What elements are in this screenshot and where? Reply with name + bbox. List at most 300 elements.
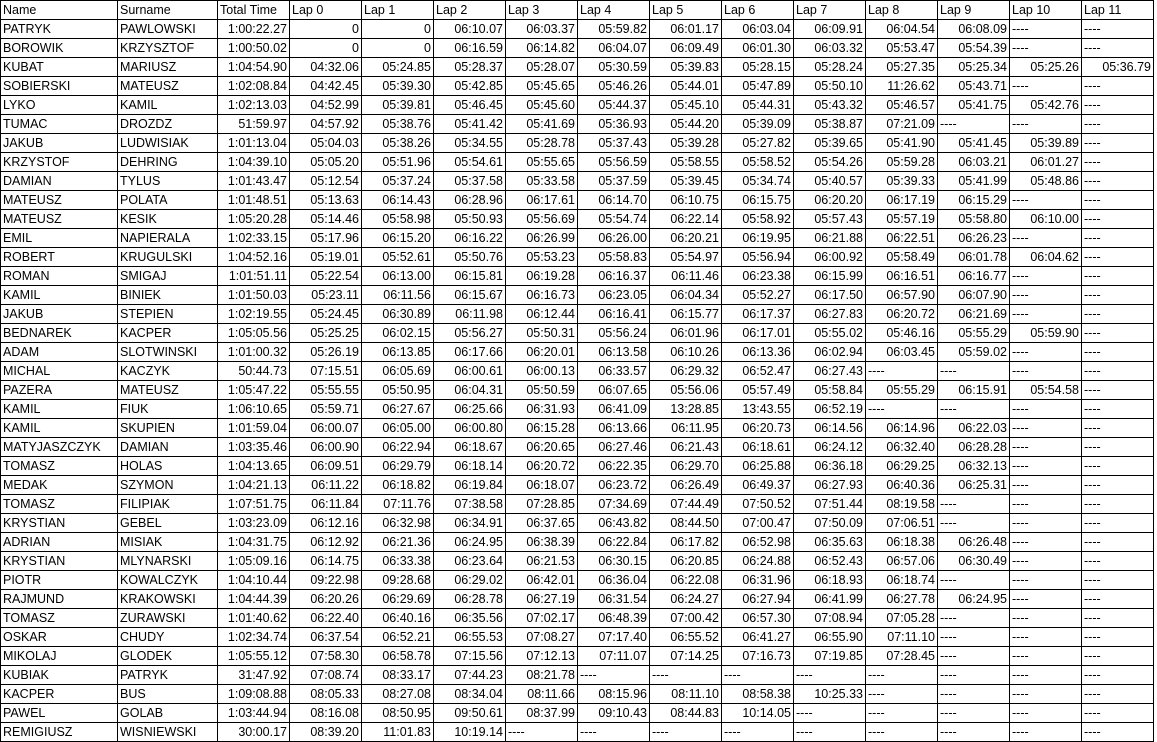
table-row xyxy=(1,39,1154,58)
lap-time-cell: 06:15.99 xyxy=(794,267,866,286)
lap-time-cell: 06:29.32 xyxy=(650,362,722,381)
lap-time-cell: 06:16.59 xyxy=(434,39,506,58)
lap-time-cell: 06:16.73 xyxy=(506,286,578,305)
lap-time-cell: ---- xyxy=(1010,685,1082,704)
lap-time-cell: 06:18.93 xyxy=(794,571,866,590)
lap-time-cell: ---- xyxy=(1082,172,1154,191)
lap-time-cell: 06:20.85 xyxy=(650,552,722,571)
lap-time-cell: 06:32.98 xyxy=(362,514,434,533)
surname-cell: MARIUSZ xyxy=(118,58,218,77)
lap-time-cell: 06:16.51 xyxy=(866,267,938,286)
lap-time-cell: 06:20.01 xyxy=(506,343,578,362)
lap-time-cell: ---- xyxy=(1082,400,1154,419)
lap-time-cell: 05:41.75 xyxy=(938,96,1010,115)
lap-time-cell: ---- xyxy=(1010,400,1082,419)
lap-time-cell: ---- xyxy=(938,666,1010,685)
lap-time-cell: ---- xyxy=(1082,39,1154,58)
table-row xyxy=(1,191,1154,210)
lap-time-cell: 05:59.28 xyxy=(866,153,938,172)
lap-time-cell: 09:22.98 xyxy=(290,571,362,590)
lap-time-cell: 06:25.66 xyxy=(434,400,506,419)
lap-time-cell: 05:44.20 xyxy=(650,115,722,134)
surname-cell: BINIEK xyxy=(118,286,218,305)
lap-time-cell: ---- xyxy=(794,723,866,742)
surname-cell: HOLAS xyxy=(118,457,218,476)
total-time-cell: 1:04:44.39 xyxy=(218,590,290,609)
surname-cell: DROZDZ xyxy=(118,115,218,134)
lap-time-cell: 06:27.67 xyxy=(362,400,434,419)
lap-time-cell: 05:28.07 xyxy=(506,58,578,77)
lap-time-cell: ---- xyxy=(1010,647,1082,666)
lap-time-cell: 04:57.92 xyxy=(290,115,362,134)
lap-time-cell: 05:04.03 xyxy=(290,134,362,153)
table-row xyxy=(1,666,1154,685)
lap-time-cell: 10:19.14 xyxy=(434,723,506,742)
lap-time-cell: 06:31.54 xyxy=(578,590,650,609)
lap-time-cell: 06:03.04 xyxy=(722,20,794,39)
lap-time-cell: ---- xyxy=(650,723,722,742)
table-row xyxy=(1,305,1154,324)
lap-time-cell: 08:15.96 xyxy=(578,685,650,704)
name-cell: MATEUSZ xyxy=(1,191,118,210)
table-row xyxy=(1,685,1154,704)
lap-time-cell: 06:12.44 xyxy=(506,305,578,324)
total-time-cell: 1:01:51.11 xyxy=(218,267,290,286)
lap-time-cell: 05:25.25 xyxy=(290,324,362,343)
lap-time-cell: 06:57.90 xyxy=(866,286,938,305)
lap-time-cell: 06:13.66 xyxy=(578,419,650,438)
lap-time-cell: 06:16.77 xyxy=(938,267,1010,286)
column-header: Name xyxy=(1,1,118,20)
surname-cell: SMIGAJ xyxy=(118,267,218,286)
lap-time-cell: 06:37.54 xyxy=(290,628,362,647)
lap-time-cell: 07:50.09 xyxy=(794,514,866,533)
lap-time-cell: 06:21.36 xyxy=(362,533,434,552)
table-row xyxy=(1,533,1154,552)
surname-cell: BUS xyxy=(118,685,218,704)
table-row xyxy=(1,419,1154,438)
lap-time-cell: ---- xyxy=(1082,134,1154,153)
lap-time-cell: ---- xyxy=(1082,590,1154,609)
lap-time-cell: 05:54.26 xyxy=(794,153,866,172)
total-time-cell: 1:06:10.65 xyxy=(218,400,290,419)
lap-time-cell: ---- xyxy=(938,400,1010,419)
table-row xyxy=(1,552,1154,571)
table-row xyxy=(1,20,1154,39)
lap-time-cell: ---- xyxy=(1010,305,1082,324)
total-time-cell: 1:00:50.02 xyxy=(218,39,290,58)
lap-time-cell: 06:01.17 xyxy=(650,20,722,39)
lap-time-cell: 05:55.65 xyxy=(506,153,578,172)
lap-time-cell: 06:24.95 xyxy=(434,533,506,552)
lap-time-cell: 06:10.75 xyxy=(650,191,722,210)
lap-time-cell: 08:34.04 xyxy=(434,685,506,704)
lap-time-cell: 07:08.74 xyxy=(290,666,362,685)
total-time-cell: 1:01:13.04 xyxy=(218,134,290,153)
lap-time-cell: 05:42.76 xyxy=(1010,96,1082,115)
lap-time-cell: 05:13.63 xyxy=(290,191,362,210)
total-time-cell: 1:04:10.44 xyxy=(218,571,290,590)
lap-time-cell: 05:46.45 xyxy=(434,96,506,115)
surname-cell: TYLUS xyxy=(118,172,218,191)
lap-time-cell: ---- xyxy=(1082,628,1154,647)
lap-time-cell: 07:14.25 xyxy=(650,647,722,666)
lap-time-cell: 06:22.14 xyxy=(650,210,722,229)
lap-time-cell: ---- xyxy=(1010,571,1082,590)
total-time-cell: 1:01:43.47 xyxy=(218,172,290,191)
lap-time-cell: 06:43.82 xyxy=(578,514,650,533)
lap-time-cell: 05:54.61 xyxy=(434,153,506,172)
table-row xyxy=(1,286,1154,305)
lap-time-cell: 05:56.94 xyxy=(722,248,794,267)
surname-cell: MATEUSZ xyxy=(118,77,218,96)
lap-time-cell: 06:27.46 xyxy=(578,438,650,457)
surname-cell: KAMIL xyxy=(118,96,218,115)
lap-time-cell: 06:26.99 xyxy=(506,229,578,248)
lap-time-cell: ---- xyxy=(1082,153,1154,172)
table-row xyxy=(1,96,1154,115)
lap-time-cell: ---- xyxy=(1082,685,1154,704)
lap-time-cell: 05:43.71 xyxy=(938,77,1010,96)
lap-time-cell: 06:19.84 xyxy=(434,476,506,495)
lap-time-cell: ---- xyxy=(794,666,866,685)
lap-time-cell: ---- xyxy=(1010,191,1082,210)
name-cell: PAZERA xyxy=(1,381,118,400)
lap-time-cell: 06:18.74 xyxy=(866,571,938,590)
lap-time-cell: 06:17.01 xyxy=(722,324,794,343)
lap-time-cell: 06:00.80 xyxy=(434,419,506,438)
name-cell: EMIL xyxy=(1,229,118,248)
total-time-cell: 30:00.17 xyxy=(218,723,290,742)
lap-time-cell: 07:11.10 xyxy=(866,628,938,647)
lap-time-cell: 05:51.96 xyxy=(362,153,434,172)
surname-cell: LUDWISIAK xyxy=(118,134,218,153)
lap-time-cell: 06:18.67 xyxy=(434,438,506,457)
total-time-cell: 1:01:40.62 xyxy=(218,609,290,628)
name-cell: KRYSTIAN xyxy=(1,552,118,571)
lap-time-cell: 06:15.81 xyxy=(434,267,506,286)
total-time-cell: 50:44.73 xyxy=(218,362,290,381)
lap-time-cell: 06:29.25 xyxy=(866,457,938,476)
table-row xyxy=(1,381,1154,400)
lap-time-cell: 05:58.84 xyxy=(794,381,866,400)
lap-time-cell: 05:30.59 xyxy=(578,58,650,77)
lap-time-cell: 06:22.94 xyxy=(362,438,434,457)
name-cell: PAWEL xyxy=(1,704,118,723)
name-cell: BEDNAREK xyxy=(1,324,118,343)
lap-time-cell: ---- xyxy=(866,362,938,381)
name-cell: REMIGIUSZ xyxy=(1,723,118,742)
lap-time-cell: 06:13.00 xyxy=(362,267,434,286)
lap-time-cell: ---- xyxy=(1082,476,1154,495)
name-cell: ADAM xyxy=(1,343,118,362)
lap-time-cell: 06:05.69 xyxy=(362,362,434,381)
lap-time-cell: 06:20.20 xyxy=(794,191,866,210)
table-row xyxy=(1,172,1154,191)
table-row xyxy=(1,495,1154,514)
lap-time-cell: 06:57.06 xyxy=(866,552,938,571)
lap-time-cell: 06:13.36 xyxy=(722,343,794,362)
lap-time-cell: 06:52.98 xyxy=(722,533,794,552)
lap-time-cell: ---- xyxy=(1082,704,1154,723)
lap-time-cell: 06:12.92 xyxy=(290,533,362,552)
total-time-cell: 1:05:05.56 xyxy=(218,324,290,343)
lap-time-cell: 06:17.66 xyxy=(434,343,506,362)
lap-time-cell: 06:35.63 xyxy=(794,533,866,552)
lap-time-cell: 05:34.74 xyxy=(722,172,794,191)
lap-time-cell: 06:17.19 xyxy=(866,191,938,210)
lap-time-cell: 06:27.19 xyxy=(506,590,578,609)
total-time-cell: 1:03:23.09 xyxy=(218,514,290,533)
lap-time-cell: ---- xyxy=(1082,571,1154,590)
lap-time-cell: 05:19.01 xyxy=(290,248,362,267)
lap-time-cell: 06:22.35 xyxy=(578,457,650,476)
lap-time-cell: 06:02.94 xyxy=(794,343,866,362)
lap-time-cell: ---- xyxy=(938,514,1010,533)
lap-time-cell: 06:22.84 xyxy=(578,533,650,552)
total-time-cell: 1:02:19.55 xyxy=(218,305,290,324)
column-header: Lap 2 xyxy=(434,1,506,20)
lap-time-cell: 10:14.05 xyxy=(722,704,794,723)
lap-time-cell: ---- xyxy=(866,723,938,742)
lap-time-cell: 06:12.16 xyxy=(290,514,362,533)
lap-time-cell: 05:39.81 xyxy=(362,96,434,115)
lap-time-cell: 06:52.21 xyxy=(362,628,434,647)
lap-time-cell: 06:18.14 xyxy=(434,457,506,476)
table-row xyxy=(1,153,1154,172)
lap-time-cell: ---- xyxy=(1082,647,1154,666)
lap-time-cell: 08:11.10 xyxy=(650,685,722,704)
lap-time-cell: 06:17.61 xyxy=(506,191,578,210)
lap-time-cell: 08:16.08 xyxy=(290,704,362,723)
lap-time-cell: 05:24.45 xyxy=(290,305,362,324)
lap-time-cell: 05:50.59 xyxy=(506,381,578,400)
table-row xyxy=(1,438,1154,457)
lap-time-cell: 06:00.61 xyxy=(434,362,506,381)
lap-time-cell: 07:28.85 xyxy=(506,495,578,514)
lap-time-cell: ---- xyxy=(1010,229,1082,248)
lap-time-cell: 05:37.59 xyxy=(578,172,650,191)
lap-time-cell: ---- xyxy=(506,723,578,742)
table-body xyxy=(1,20,1154,742)
table-row xyxy=(1,267,1154,286)
lap-time-cell: 06:11.84 xyxy=(290,495,362,514)
lap-time-cell: 05:57.43 xyxy=(794,210,866,229)
table-row xyxy=(1,134,1154,153)
lap-time-cell: 05:58.52 xyxy=(722,153,794,172)
lap-time-cell: 06:13.85 xyxy=(362,343,434,362)
name-cell: KUBAT xyxy=(1,58,118,77)
lap-time-cell: 06:03.37 xyxy=(506,20,578,39)
lap-time-cell: 07:44.49 xyxy=(650,495,722,514)
name-cell: KRZYSTOF xyxy=(1,153,118,172)
lap-time-cell: 06:20.65 xyxy=(506,438,578,457)
total-time-cell: 1:02:08.84 xyxy=(218,77,290,96)
lap-time-cell: 05:53.23 xyxy=(506,248,578,267)
lap-time-cell: 06:29.69 xyxy=(362,590,434,609)
surname-cell: SKUPIEN xyxy=(118,419,218,438)
lap-time-cell: 06:27.83 xyxy=(794,305,866,324)
table-row xyxy=(1,248,1154,267)
lap-time-cell: 06:11.95 xyxy=(650,419,722,438)
lap-time-cell: ---- xyxy=(1010,343,1082,362)
lap-time-cell: 06:30.89 xyxy=(362,305,434,324)
lap-time-cell: 06:35.56 xyxy=(434,609,506,628)
lap-time-cell: 06:37.65 xyxy=(506,514,578,533)
lap-time-cell: 07:08.27 xyxy=(506,628,578,647)
lap-time-cell: 06:31.93 xyxy=(506,400,578,419)
lap-time-cell: 05:58.83 xyxy=(578,248,650,267)
lap-time-cell: 05:50.76 xyxy=(434,248,506,267)
lap-time-cell: ---- xyxy=(1082,438,1154,457)
lap-time-cell: 06:55.52 xyxy=(650,628,722,647)
lap-time-cell: 07:06.51 xyxy=(866,514,938,533)
lap-time-cell: 06:04.62 xyxy=(1010,248,1082,267)
lap-time-cell: 06:26.23 xyxy=(938,229,1010,248)
surname-cell: GLODEK xyxy=(118,647,218,666)
surname-cell: MLYNARSKI xyxy=(118,552,218,571)
lap-time-cell: 08:37.99 xyxy=(506,704,578,723)
lap-time-cell: 06:04.31 xyxy=(434,381,506,400)
lap-time-cell: 07:05.28 xyxy=(866,609,938,628)
lap-time-cell: 11:26.62 xyxy=(866,77,938,96)
lap-time-cell: ---- xyxy=(938,115,1010,134)
lap-time-cell: ---- xyxy=(722,723,794,742)
lap-time-cell: ---- xyxy=(938,495,1010,514)
lap-time-cell: 06:11.46 xyxy=(650,267,722,286)
lap-time-cell: 06:16.41 xyxy=(578,305,650,324)
lap-time-cell: 06:32.13 xyxy=(938,457,1010,476)
table-row xyxy=(1,647,1154,666)
lap-time-cell: 06:18.61 xyxy=(722,438,794,457)
name-cell: ADRIAN xyxy=(1,533,118,552)
name-cell: PATRYK xyxy=(1,20,118,39)
table-row xyxy=(1,514,1154,533)
lap-time-cell: ---- xyxy=(1082,514,1154,533)
lap-time-cell: 05:56.59 xyxy=(578,153,650,172)
lap-time-cell: 05:46.16 xyxy=(866,324,938,343)
total-time-cell: 1:04:13.65 xyxy=(218,457,290,476)
total-time-cell: 1:04:52.16 xyxy=(218,248,290,267)
lap-time-cell: 05:39.83 xyxy=(650,58,722,77)
lap-time-cell: ---- xyxy=(1010,495,1082,514)
table-row xyxy=(1,704,1154,723)
lap-time-cell: 05:41.45 xyxy=(938,134,1010,153)
lap-time-cell: 06:57.30 xyxy=(722,609,794,628)
lap-time-cell: 05:53.47 xyxy=(866,39,938,58)
lap-time-cell: ---- xyxy=(1082,20,1154,39)
lap-time-cell: 07:08.94 xyxy=(794,609,866,628)
lap-time-cell: 05:28.24 xyxy=(794,58,866,77)
surname-cell: STEPIEN xyxy=(118,305,218,324)
table-row xyxy=(1,362,1154,381)
lap-time-cell: 10:25.33 xyxy=(794,685,866,704)
lap-time-cell: 06:18.07 xyxy=(506,476,578,495)
lap-time-cell: 07:12.13 xyxy=(506,647,578,666)
lap-time-cell: ---- xyxy=(1010,666,1082,685)
lap-time-cell: 05:41.99 xyxy=(938,172,1010,191)
lap-time-cell: 06:32.40 xyxy=(866,438,938,457)
lap-time-cell: 05:50.10 xyxy=(794,77,866,96)
lap-time-cell: ---- xyxy=(938,628,1010,647)
lap-time-cell: 08:58.38 xyxy=(722,685,794,704)
lap-time-cell: 06:19.28 xyxy=(506,267,578,286)
surname-cell: CHUDY xyxy=(118,628,218,647)
lap-time-cell: 05:52.27 xyxy=(722,286,794,305)
name-cell: MICHAL xyxy=(1,362,118,381)
lap-time-cell: 06:09.51 xyxy=(290,457,362,476)
lap-time-cell: 06:08.09 xyxy=(938,20,1010,39)
lap-time-cell: ---- xyxy=(650,666,722,685)
lap-time-cell: ---- xyxy=(938,704,1010,723)
lap-time-cell: ---- xyxy=(1082,191,1154,210)
lap-time-cell: 08:33.17 xyxy=(362,666,434,685)
lap-time-cell: ---- xyxy=(1010,457,1082,476)
lap-time-cell: 08:11.66 xyxy=(506,685,578,704)
lap-time-cell: 07:50.52 xyxy=(722,495,794,514)
lap-time-cell: 06:42.01 xyxy=(506,571,578,590)
lap-time-cell: 05:25.26 xyxy=(1010,58,1082,77)
lap-time-cell: 04:32.06 xyxy=(290,58,362,77)
lap-time-cell: 06:01.27 xyxy=(1010,153,1082,172)
lap-time-cell: 06:29.79 xyxy=(362,457,434,476)
lap-time-cell: 06:27.94 xyxy=(722,590,794,609)
name-cell: OSKAR xyxy=(1,628,118,647)
lap-time-cell: 07:11.76 xyxy=(362,495,434,514)
lap-time-cell: 05:41.90 xyxy=(866,134,938,153)
lap-time-cell: 06:52.43 xyxy=(794,552,866,571)
lap-time-cell: 06:25.88 xyxy=(722,457,794,476)
lap-time-cell: 08:39.20 xyxy=(290,723,362,742)
table-row xyxy=(1,628,1154,647)
lap-time-cell: 06:17.50 xyxy=(794,286,866,305)
lap-time-cell: 05:59.90 xyxy=(1010,324,1082,343)
lap-time-cell: 07:28.45 xyxy=(866,647,938,666)
name-cell: LYKO xyxy=(1,96,118,115)
lap-time-cell: ---- xyxy=(1082,248,1154,267)
lap-time-cell: 05:28.78 xyxy=(506,134,578,153)
lap-time-cell: ---- xyxy=(1010,20,1082,39)
lap-time-cell: ---- xyxy=(938,362,1010,381)
lap-time-cell: 05:44.37 xyxy=(578,96,650,115)
lap-time-cell: ---- xyxy=(1010,419,1082,438)
table-row xyxy=(1,609,1154,628)
lap-time-cell: 07:15.56 xyxy=(434,647,506,666)
lap-time-cell: 06:15.20 xyxy=(362,229,434,248)
lap-time-cell: 05:59.71 xyxy=(290,400,362,419)
lap-time-cell: 06:28.78 xyxy=(434,590,506,609)
surname-cell: PATRYK xyxy=(118,666,218,685)
name-cell: MEDAK xyxy=(1,476,118,495)
surname-cell: KOWALCZYK xyxy=(118,571,218,590)
lap-time-cell: 06:33.38 xyxy=(362,552,434,571)
lap-time-cell: 05:57.19 xyxy=(866,210,938,229)
lap-time-cell: 05:50.31 xyxy=(506,324,578,343)
column-header: Lap 0 xyxy=(290,1,362,20)
header-row xyxy=(1,1,1154,20)
lap-time-cell: 05:46.57 xyxy=(866,96,938,115)
lap-time-cell: 06:27.93 xyxy=(794,476,866,495)
lap-time-cell: 06:55.90 xyxy=(794,628,866,647)
lap-time-cell: 05:38.76 xyxy=(362,115,434,134)
lap-time-cell: 05:58.55 xyxy=(650,153,722,172)
name-cell: SOBIERSKI xyxy=(1,77,118,96)
lap-time-cell: ---- xyxy=(1010,39,1082,58)
lap-time-cell: ---- xyxy=(1010,552,1082,571)
total-time-cell: 1:05:20.28 xyxy=(218,210,290,229)
lap-time-cell: 0 xyxy=(290,20,362,39)
table-row xyxy=(1,58,1154,77)
